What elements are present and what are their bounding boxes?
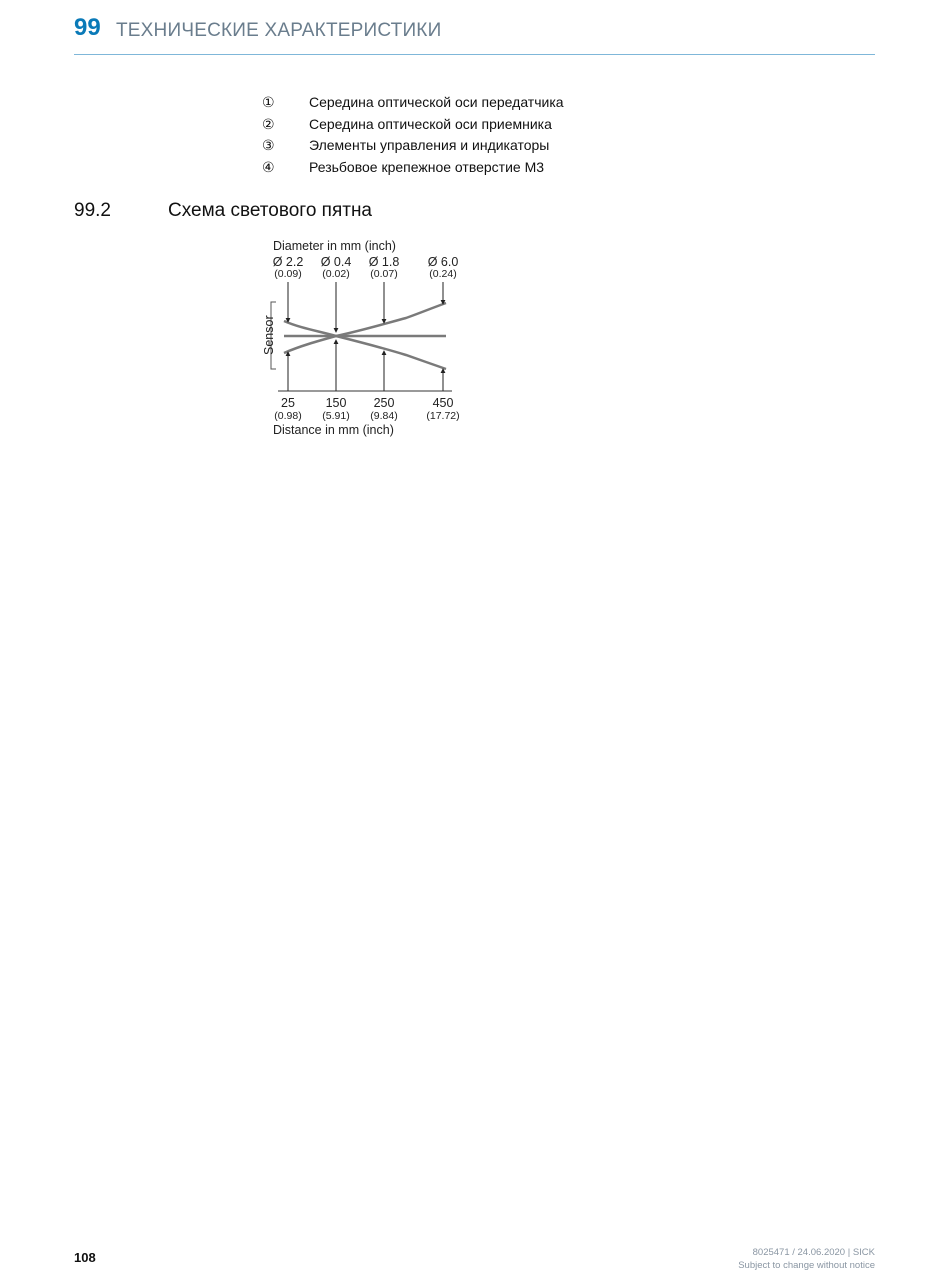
diameter-value-inch: (0.24) <box>429 268 457 280</box>
diameter-value-mm: Ø 0.4 <box>320 255 352 269</box>
distance-value-mm: 250 <box>373 396 395 410</box>
diameter-value-inch: (0.02) <box>322 268 350 280</box>
page-header <box>74 14 875 55</box>
doc-info: 8025471 / 24.06.2020 | SICK <box>752 1247 875 1258</box>
beam-lower-edge <box>284 336 446 369</box>
distance-value-inch: (5.91) <box>322 410 350 422</box>
diameter-value-mm: Ø 6.0 <box>427 255 459 269</box>
chapter-title: ТЕХНИЧЕСКИЕ ХАРАКТЕРИСТИКИ <box>116 20 442 41</box>
page-number: 108 <box>74 1250 96 1265</box>
diameter-value-mm: Ø 1.8 <box>368 255 400 269</box>
legend-text: Элементы управления и индикаторы <box>309 137 550 153</box>
legend-text: Резьбовое крепежное отверстие М3 <box>309 158 545 175</box>
diameter-value-mm: Ø 2.2 <box>272 255 304 269</box>
chapter-number: 99 <box>74 14 101 41</box>
diameter-axis-label: Diameter in mm (inch) <box>273 239 396 253</box>
notice-text: Subject to change without notice <box>738 1259 875 1271</box>
legend-number: ③ <box>262 137 275 153</box>
section-title: Схема светового пятна <box>168 200 372 221</box>
legend-number: ④ <box>262 158 275 175</box>
beam-upper-edge <box>284 303 446 336</box>
diameter-value-inch: (0.09) <box>274 268 302 280</box>
distance-value-inch: (17.72) <box>426 410 460 422</box>
legend-text: Середина оптической оси приемника <box>309 115 552 132</box>
distance-value-mm: 25 <box>281 396 295 410</box>
diameter-value-inch: (0.07) <box>370 268 398 280</box>
section-number: 99.2 <box>74 200 111 221</box>
sensor-label: Sensor <box>262 315 276 355</box>
footer-info <box>738 1247 875 1272</box>
distance-value-inch: (9.84) <box>370 410 398 422</box>
light-spot-diagram <box>260 235 480 445</box>
legend-number: ② <box>262 115 275 132</box>
legend-text: Середина оптической оси передатчика <box>309 94 564 110</box>
distance-value-mm: 450 <box>432 396 454 410</box>
distance-value-mm: 150 <box>325 396 347 410</box>
legend-number: ① <box>262 94 275 110</box>
distance-axis-label: Distance in mm (inch) <box>273 423 394 437</box>
distance-value-inch: (0.98) <box>274 410 302 422</box>
